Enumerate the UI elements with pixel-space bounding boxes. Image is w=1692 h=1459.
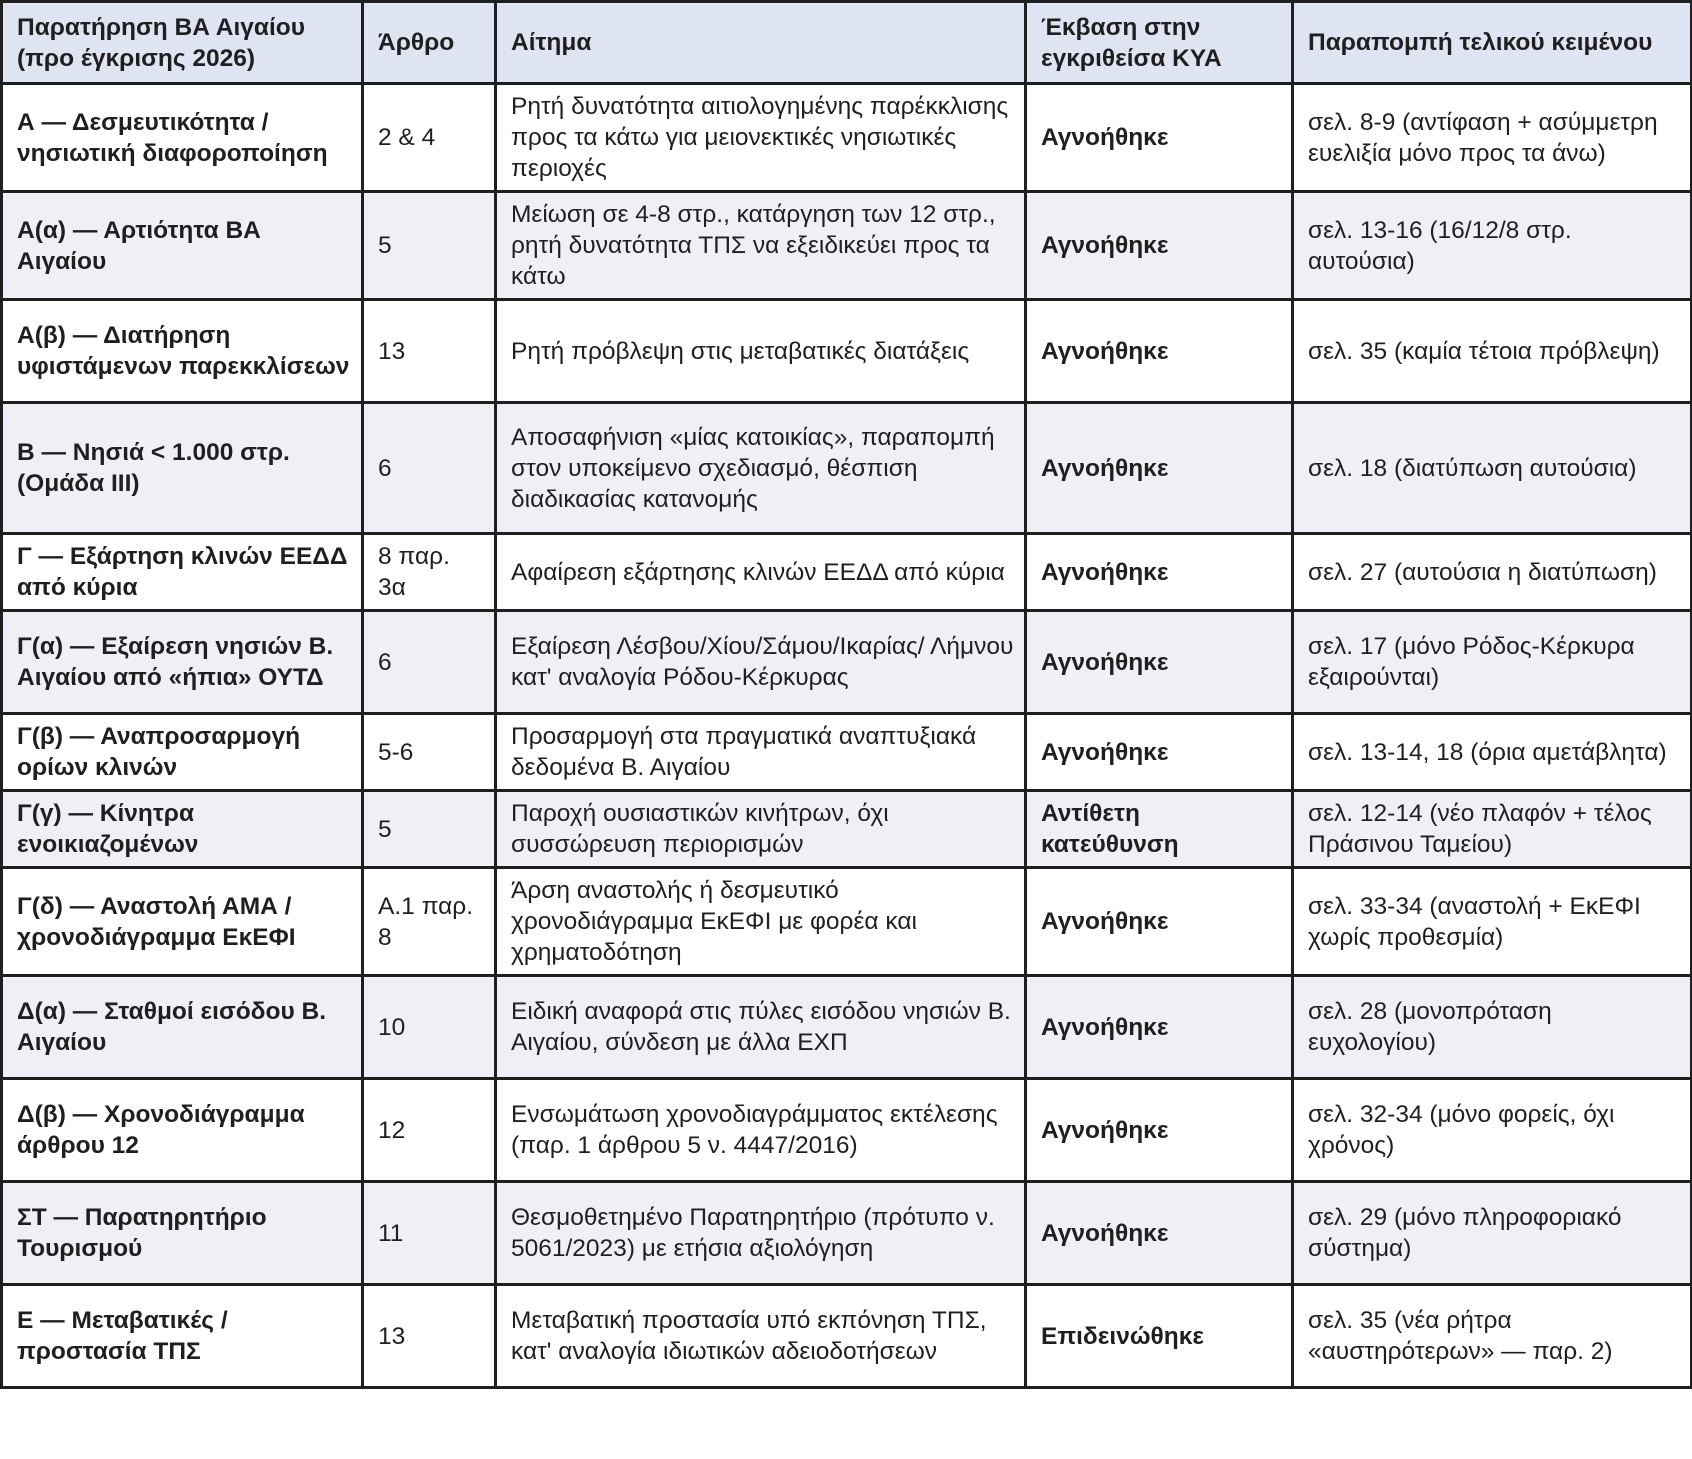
table-row [2,84,1692,192]
article-cell: 5 [363,192,496,300]
header-reference: Παραπομπή τελικού κειμένου [1293,2,1692,84]
observation-cell: Α(β) — Διατήρηση υφιστάμενων παρεκκλίσεων [2,300,363,403]
reference-cell: σελ. 33-34 (αναστολή + ΕκΕΦΙ χωρίς προθεσμία) [1293,868,1692,976]
table-row [2,791,1692,868]
outcome-cell: Αγνοήθηκε [1026,84,1293,192]
observation-cell: Γ(β) — Αναπροσαρμογή ορίων κλινών [2,714,363,791]
observation-cell: Α(α) — Αρτιότητα ΒΑ Αιγαίου [2,192,363,300]
article-cell: 13 [363,300,496,403]
article-cell: 13 [363,1285,496,1388]
header-row [2,2,1692,84]
request-cell: Ενσωμάτωση χρονοδιαγράμματος εκτέλεσης (παρ. 1 άρθρου 5 ν. 4447/2016) [496,1079,1026,1182]
table-row [2,534,1692,611]
reference-cell: σελ. 12-14 (νέο πλαφόν + τέλος Πράσινου Ταμείου) [1293,791,1692,868]
article-cell: 6 [363,611,496,714]
request-cell: Αποσαφήνιση «μίας κατοικίας», παραπομπή στον υποκείμενο σχεδιασμό, θέσπιση διαδικασίας κατανομής [496,403,1026,534]
request-cell: Προσαρμογή στα πραγματικά αναπτυξιακά δεδομένα Β. Αιγαίου [496,714,1026,791]
request-cell: Εξαίρεση Λέσβου/Χίου/Σάμου/Ικαρίας/ Λήμνου κατ' αναλογία Ρόδου-Κέρκυρας [496,611,1026,714]
outcome-cell: Αγνοήθηκε [1026,976,1293,1079]
table-row [2,868,1692,976]
reference-cell: σελ. 29 (μόνο πληροφοριακό σύστημα) [1293,1182,1692,1285]
article-cell: 5 [363,791,496,868]
table-row [2,403,1692,534]
observation-cell: Δ(α) — Σταθμοί εισόδου Β. Αιγαίου [2,976,363,1079]
article-cell: 2 & 4 [363,84,496,192]
outcome-cell: Αγνοήθηκε [1026,1182,1293,1285]
reference-cell: σελ. 35 (νέα ρήτρα «αυστηρότερων» — παρ. 2) [1293,1285,1692,1388]
request-cell: Αφαίρεση εξάρτησης κλινών ΕΕΔΔ από κύρια [496,534,1026,611]
request-cell: Ειδική αναφορά στις πύλες εισόδου νησιών Β. Αιγαίου, σύνδεση με άλλα ΕΧΠ [496,976,1026,1079]
reference-cell: σελ. 13-14, 18 (όρια αμετάβλητα) [1293,714,1692,791]
header-article: Άρθρο [363,2,496,84]
observation-cell: Α — Δεσμευτικότητα / νησιωτική διαφοροποίηση [2,84,363,192]
reference-cell: σελ. 32-34 (μόνο φορείς, όχι χρόνος) [1293,1079,1692,1182]
observation-cell: Γ(γ) — Κίνητρα ενοικιαζομένων [2,791,363,868]
outcome-cell: Αγνοήθηκε [1026,403,1293,534]
header-request: Αίτημα [496,2,1026,84]
request-cell: Μεταβατική προστασία υπό εκπόνηση ΤΠΣ, κατ' αναλογία ιδιωτικών αδειοδοτήσεων [496,1285,1026,1388]
observation-cell: Γ — Εξάρτηση κλινών ΕΕΔΔ από κύρια [2,534,363,611]
request-cell: Άρση αναστολής ή δεσμευτικό χρονοδιάγραμμα ΕκΕΦΙ με φορέα και χρηματοδότηση [496,868,1026,976]
article-cell: 10 [363,976,496,1079]
table-row [2,1079,1692,1182]
outcome-cell: Αντίθετη κατεύθυνση [1026,791,1293,868]
table-row [2,192,1692,300]
observation-cell: Β — Νησιά < 1.000 στρ. (Ομάδα ΙΙΙ) [2,403,363,534]
request-cell: Ρητή πρόβλεψη στις μεταβατικές διατάξεις [496,300,1026,403]
outcome-cell: Αγνοήθηκε [1026,868,1293,976]
reference-cell: σελ. 35 (καμία τέτοια πρόβλεψη) [1293,300,1692,403]
header-observation: Παρατήρηση ΒΑ Αιγαίου (προ έγκρισης 2026) [2,2,363,84]
outcome-cell: Αγνοήθηκε [1026,534,1293,611]
request-cell: Μείωση σε 4-8 στρ., κατάργηση των 12 στρ., ρητή δυνατότητα ΤΠΣ να εξειδικεύει προς τα κάτω [496,192,1026,300]
request-cell: Παροχή ουσιαστικών κινήτρων, όχι συσσώρευση περιορισμών [496,791,1026,868]
observation-cell: Ε — Μεταβατικές / προστασία ΤΠΣ [2,1285,363,1388]
reference-cell: σελ. 17 (μόνο Ρόδος-Κέρκυρα εξαιρούνται) [1293,611,1692,714]
article-cell: 8 παρ. 3α [363,534,496,611]
reference-cell: σελ. 18 (διατύπωση αυτούσια) [1293,403,1692,534]
request-cell: Ρητή δυνατότητα αιτιολογημένης παρέκκλισης προς τα κάτω για μειονεκτικές νησιωτικές περιοχές [496,84,1026,192]
table-row [2,714,1692,791]
article-cell: 11 [363,1182,496,1285]
observation-cell: Δ(β) — Χρονοδιάγραμμα άρθρου 12 [2,1079,363,1182]
outcome-cell: Αγνοήθηκε [1026,192,1293,300]
table-row [2,1182,1692,1285]
article-cell: 5-6 [363,714,496,791]
reference-cell: σελ. 13-16 (16/12/8 στρ. αυτούσια) [1293,192,1692,300]
outcome-cell: Αγνοήθηκε [1026,611,1293,714]
article-cell: 6 [363,403,496,534]
reference-cell: σελ. 28 (μονοπρόταση ευχολογίου) [1293,976,1692,1079]
reference-cell: σελ. 27 (αυτούσια η διατύπωση) [1293,534,1692,611]
header-outcome: Έκβαση στην εγκριθείσα ΚΥΑ [1026,2,1293,84]
table-row [2,976,1692,1079]
request-cell: Θεσμοθετημένο Παρατηρητήριο (πρότυπο ν. 5061/2023) με ετήσια αξιολόγηση [496,1182,1026,1285]
table-body [2,84,1692,1388]
article-cell: Α.1 παρ. 8 [363,868,496,976]
outcome-cell: Αγνοήθηκε [1026,714,1293,791]
table-row [2,611,1692,714]
table-row [2,1285,1692,1388]
article-cell: 12 [363,1079,496,1182]
outcome-cell: Επιδεινώθηκε [1026,1285,1293,1388]
observation-cell: Γ(δ) — Αναστολή ΑΜΑ / χρονοδιάγραμμα ΕκΕΦΙ [2,868,363,976]
table-header [2,2,1692,84]
outcome-cell: Αγνοήθηκε [1026,1079,1293,1182]
reference-cell: σελ. 8-9 (αντίφαση + ασύμμετρη ευελιξία μόνο προς τα άνω) [1293,84,1692,192]
table-row [2,300,1692,403]
observation-cell: Γ(α) — Εξαίρεση νησιών Β. Αιγαίου από «ήπια» ΟΥΤΔ [2,611,363,714]
outcome-cell: Αγνοήθηκε [1026,300,1293,403]
observation-cell: ΣΤ — Παρατηρητήριο Τουρισμού [2,1182,363,1285]
